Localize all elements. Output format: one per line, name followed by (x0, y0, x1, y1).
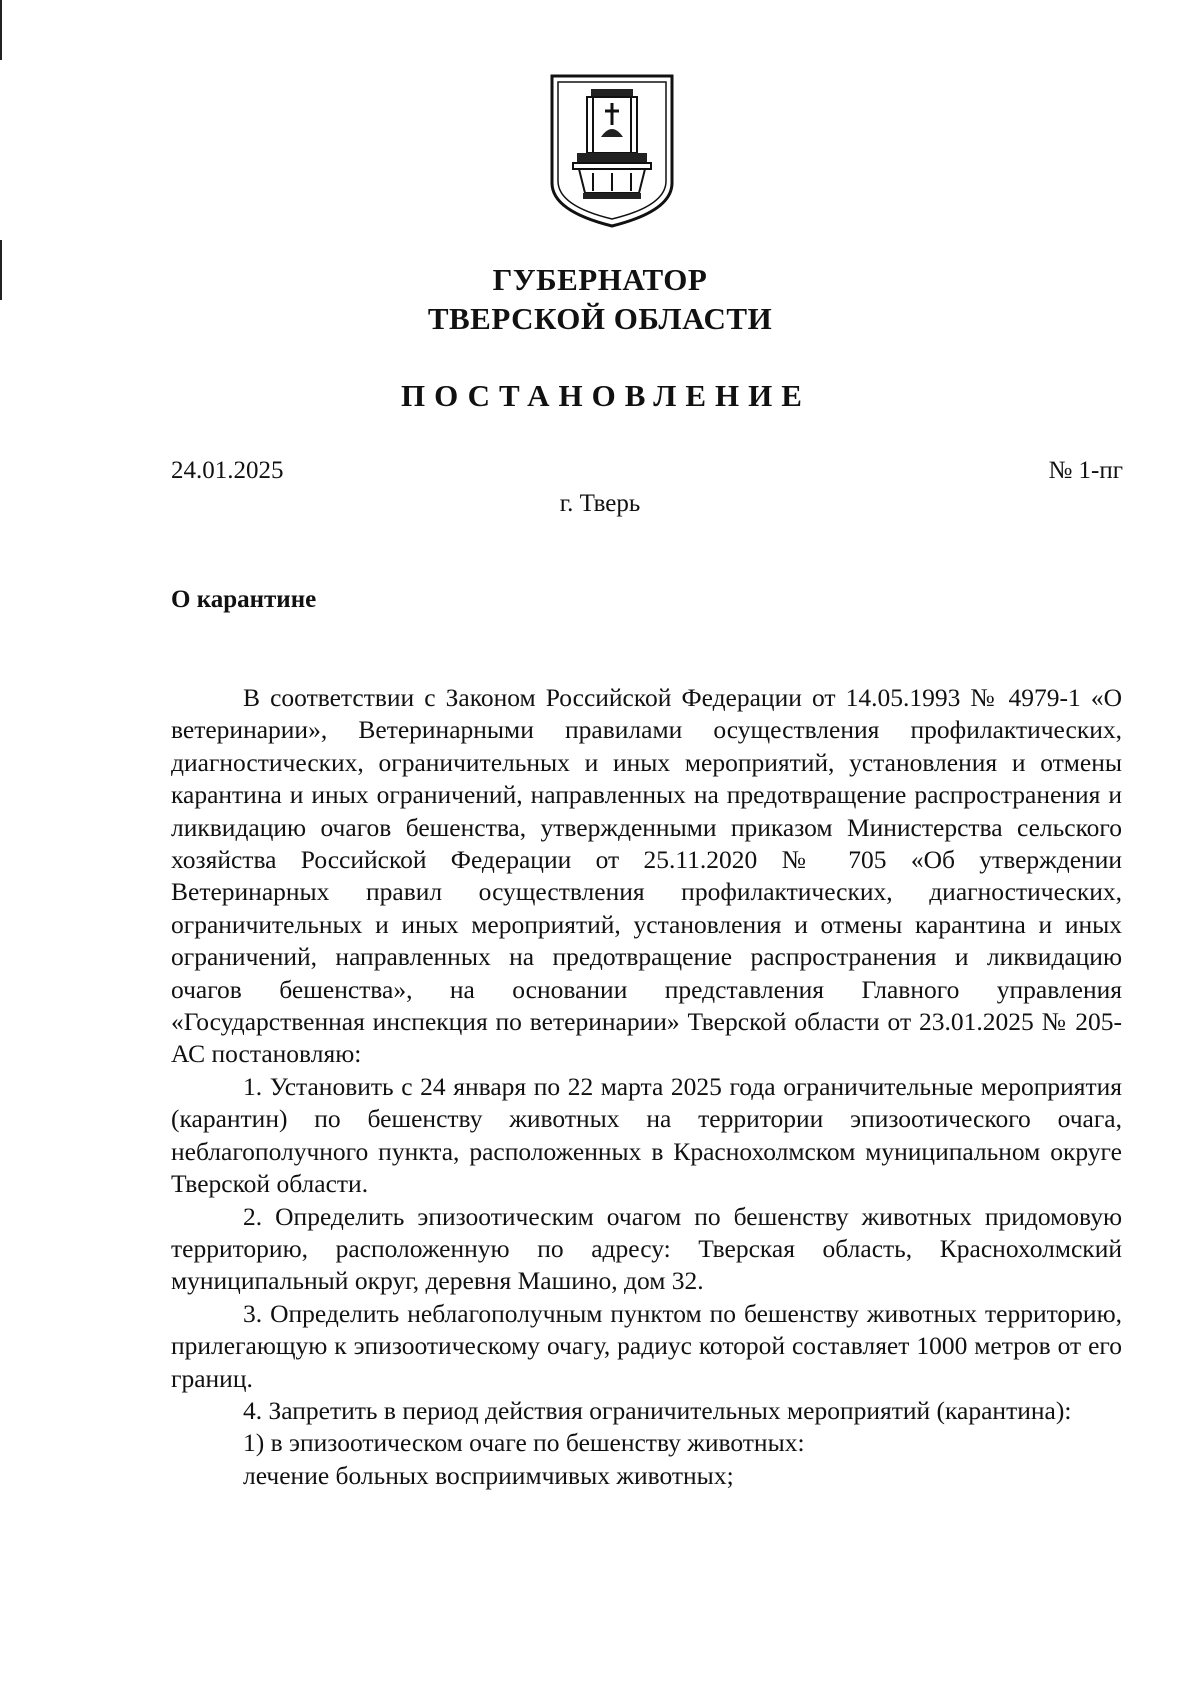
item-paragraph: 4. Запретить в период действия ограничительных мероприятий (карантина): (243, 1395, 1072, 1425)
document-body (171, 682, 1122, 1492)
item-paragraph: 3. Определить неблагополучным пунктом по бешенству животных территорию, прилегающую к эпизоотическому очагу, радиус которой составляет 1000 метров от его границ. (171, 1298, 1122, 1393)
preamble-paragraph: В соответствии с Законом Российской Федерации от 14.05.1993 № 4979-1 «О ветеринарии», Ветеринарными правилами осуществления профилактических, диагностических, ограничительных и иных мероприятий, установления и отмены карантина и иных ограничений, направленных на предотвращение распространения и ликвидацию очагов бешенства, утвержденными приказом Министерства сельского хозяйства Российской Федерации от 25.11.2020 № 705 «Об утверждении Ветеринарных правил осуществления профилактических, диагностических, ограничительных и иных мероприятий, установления и отмены карантина и иных ограничений, направленных на предотвращение распространения и ликвидацию очагов бешенства», на основании представления Главного управления «Государственная инспекция по ветеринарии» Тверской области от 23.01.2025 № 205-АС постановляю: (171, 683, 1122, 1069)
authority-title-line1: ГУБЕРНАТОР (492, 262, 708, 297)
tver-coat-of-arms-emblem (549, 73, 675, 229)
subitem-line: лечение больных восприимчивых животных; (243, 1460, 734, 1490)
document-date: 24.01.2025 (171, 457, 284, 484)
document-number: № 1-пг (1048, 457, 1123, 484)
item-paragraph: 2. Определить эпизоотическим очагом по бешенству животных придомовую территорию, расположенную по адресу: Тверская область, Краснохолмский муниципальный округ, деревня Машино, дом 32. (171, 1201, 1122, 1296)
scan-edge-mark (0, 0, 2, 60)
document-subject: О карантине (171, 586, 317, 613)
authority-title-line2: ТВЕРСКОЙ ОБЛАСТИ (427, 301, 773, 336)
document-city: г. Тверь (559, 490, 641, 517)
item-paragraph: 1. Установить с 24 января по 22 марта 2025 года ограничительные мероприятия (карантин) по бешенству животных на территории эпизоотического очага, неблагополучного пункта, расположенных в Краснохолмском муниципальном округе Тверской области. (171, 1071, 1122, 1199)
document-type-heading: ПОСТАНОВЛЕНИЕ (401, 378, 811, 413)
subitem-paragraph: 1) в эпизоотическом очаге по бешенству животных: (243, 1428, 805, 1458)
